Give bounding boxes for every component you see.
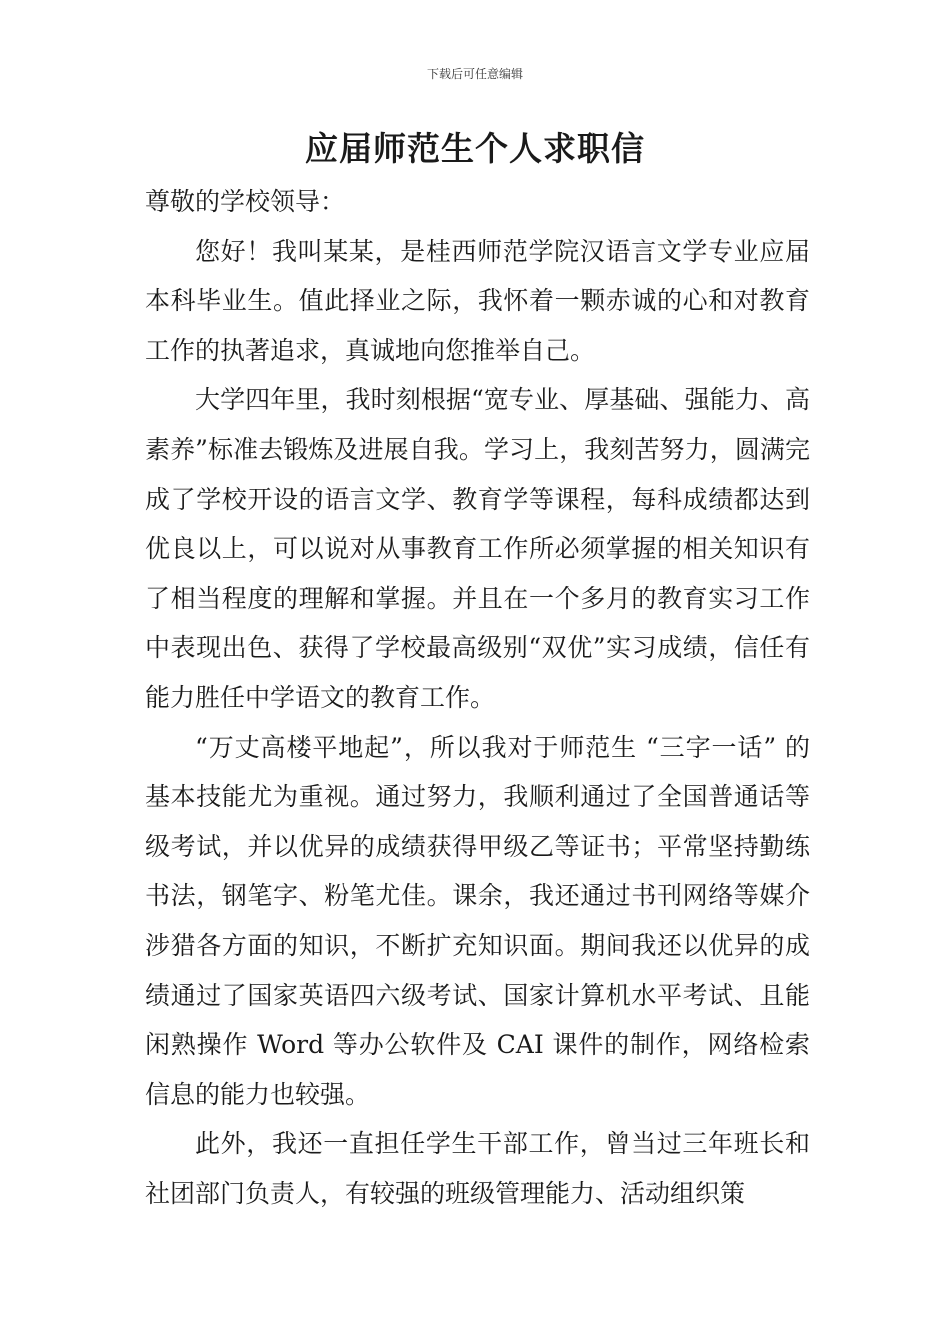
paragraph-greeting: 您好！我叫某某，是桂西师范学院汉语言文学专业应届本科毕业生。值此择业之际，我怀着一颗赤诚的心和对教育工作的执著追求，真诚地向您推举自己。 <box>145 236 810 365</box>
paragraph-study: 大学四年里，我时刻根据“宽专业、厚基础、强能力、高素养”标准去锻炼及进展自我。学习上，我刻苦努力，圆满完成了学校开设的语言文学、教育学等课程，每科成绩都达到优良以上，可以说对从事教育工作所必须掌握的相关知识有了相当程度的理解和掌握。并且在一个多月的教育实习工作中表现出色、获得了学校最高级别“双优”实习成绩，信任有能力胜任中学语文的教育工作。 <box>145 385 810 712</box>
document-title: 应届师范生个人求职信 <box>305 129 645 168</box>
paragraph-skills: “万丈高楼平地起”，所以我对于师范生 “三字一话” 的基本技能尤为重视。通过努力，我顺利通过了全国普通话等级考试，并以优异的成绩获得甲级乙等证书；平常坚持勤练书法，钢笔字、粉笔尤佳。课余，我还通过书刊网络等媒介涉猎各方面的知识，不断扩充知识面。期间我还以优异的成绩通过了国家英语四六级考试、国家计算机水平考试、且能闲熟操作 Word 等办公软件及 CAI 课件的制作，网络检索信息的能力也较强。 <box>145 732 810 1109</box>
letter-body <box>145 177 810 1218</box>
header-note: 下载后可任意编辑 <box>426 67 523 81</box>
paragraph-leadership: 此外，我还一直担任学生干部工作，曾当过三年班长和社团部门负责人，有较强的班级管理能力、活动组织策 <box>145 1129 810 1208</box>
salutation: 尊敬的学校领导： <box>145 187 346 216</box>
